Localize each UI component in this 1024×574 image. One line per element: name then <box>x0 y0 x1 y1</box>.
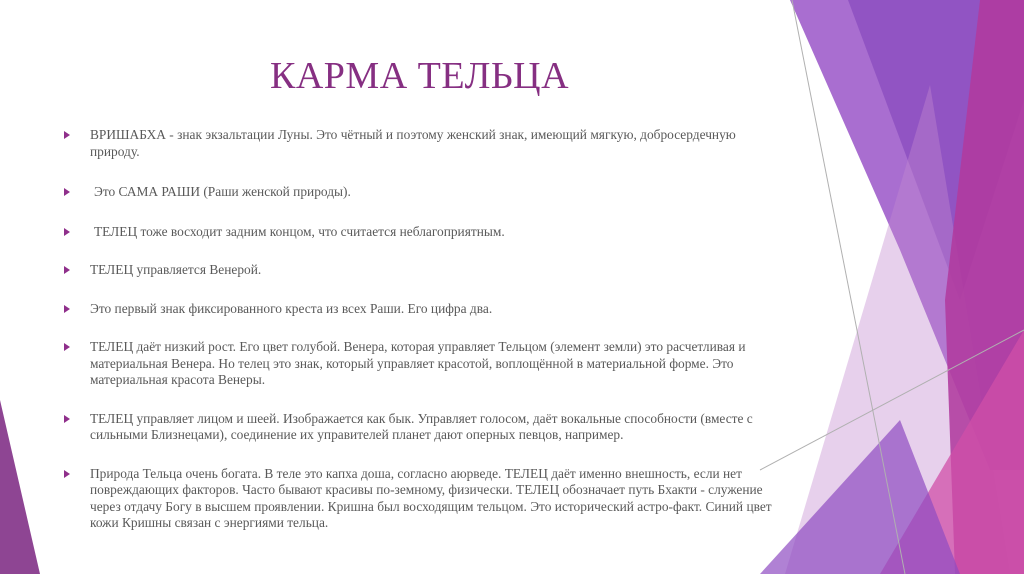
bullet-arrow-icon <box>64 228 70 236</box>
bullet-item <box>64 301 784 318</box>
bullet-arrow-icon <box>64 305 70 313</box>
bullet-item <box>64 224 784 241</box>
bullet-item <box>64 262 784 279</box>
bullet-text: Это САМА РАШИ (Раши женской природы). <box>94 184 351 199</box>
slide-title: КАРМА ТЕЛЬЦА <box>270 55 570 97</box>
bullet-arrow-icon <box>64 470 70 478</box>
bullet-item <box>64 184 784 201</box>
bullet-item <box>64 466 784 532</box>
bullet-text: ТЕЛЕЦ управляется Венерой. <box>90 262 262 277</box>
bullet-text: Природа Тельца очень богата. В теле это капха доша, согласно аюрведе. ТЕЛЕЦ даёт именно внешность, если нет повреждающих факторов. Часто бывают красивы по-земному, физически. ТЕЛЕЦ обозначает путь Бхакти - служение через отдачу Богу в высшем проявлении. Кришна был восходящим тельцом. Это исторический астро-факт. Синий цвет кожи Кришны связан с энергиями тельца. <box>90 465 772 530</box>
bullet-text: ТЕЛЕЦ тоже восходит задним концом, что считается неблагоприятным. <box>94 223 505 239</box>
bullet-arrow-icon <box>64 188 70 196</box>
bullet-item <box>64 411 784 444</box>
bullet-text: ТЕЛЕЦ управляет лицом и шеей. Изображается как бык. Управляет голосом, даёт вокальные способности (вместе с сильными Близнецами), соединение их управителей планет дают оперных певцов, например. <box>90 410 753 442</box>
bullet-item <box>64 127 784 160</box>
bullet-arrow-icon <box>64 266 70 274</box>
bullet-text: ВРИШАБХА - знак экзальтации Луны. Это чётный и поэтому женский знак, имеющий мягкую, добросердечную природу. <box>90 127 736 159</box>
bullet-list <box>64 127 784 532</box>
bullet-item <box>64 339 784 389</box>
bullet-arrow-icon <box>64 343 70 351</box>
bullet-arrow-icon <box>64 415 70 423</box>
left-accent-shape <box>0 400 40 574</box>
bullet-text: Это первый знак фиксированного креста из всех Раши. Его цифра два. <box>90 300 493 316</box>
bullet-text: ТЕЛЕЦ даёт низкий рост. Его цвет голубой. Венера, которая управляет Тельцом (элемент земли) это расчетливая и материальная Венера. Но телец это знак, который управляет красотой, воплощённой в материальной форме. Это материальная красота Венеры. <box>90 339 746 387</box>
bullet-arrow-icon <box>64 131 70 139</box>
